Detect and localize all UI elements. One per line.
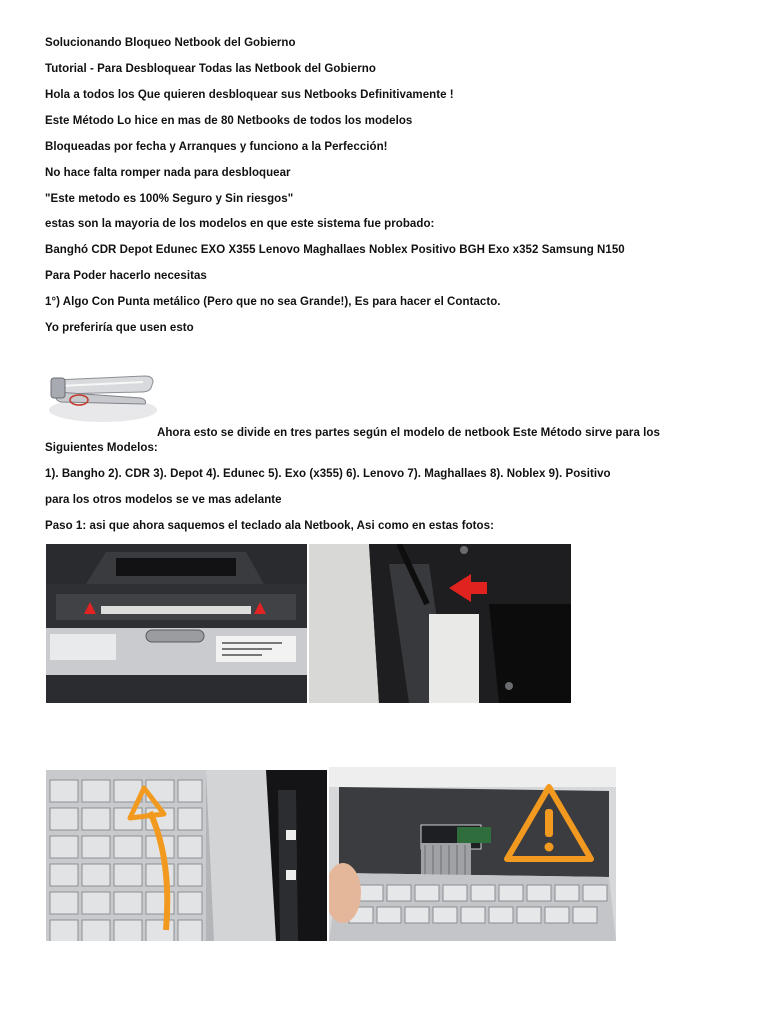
doc-line-tested: estas son la mayoria de los modelos en que este sistema fue probado:: [45, 218, 435, 230]
doc-line-method: Este Método Lo hice en mas de 80 Netbooks de todos los modelos: [45, 115, 413, 127]
doc-line-blocked: Bloqueadas por fecha y Arranques y funciono a la Perfección!: [45, 141, 388, 153]
doc-line-need: Para Poder hacerlo necesitas: [45, 270, 207, 282]
doc-line-safe: "Este metodo es 100% Seguro y Sin riesgos": [45, 193, 294, 205]
doc-other-models: para los otros modelos se ve mas adelante: [45, 494, 282, 506]
keyboard-lift-photo: [46, 770, 327, 941]
doc-line-prefer: Yo preferiría que usen esto: [45, 322, 194, 334]
screwdriver-slot-photo: [309, 544, 571, 703]
doc-step-1: Paso 1: asi que ahora saquemos el teclado ala Netbook, Asi como en estas fotos:: [45, 520, 494, 532]
doc-subtitle: Tutorial - Para Desbloquear Todas las Netbook del Gobierno: [45, 63, 376, 75]
nail-clipper-photo: [45, 362, 157, 430]
doc-line-no-break: No hace falta romper nada para desbloquear: [45, 167, 291, 179]
doc-line-tool: 1°) Algo Con Punta metálico (Pero que no sea Grande!), Es para hacer el Contacto.: [45, 296, 501, 308]
ribbon-cable-warning-photo: [329, 767, 616, 941]
doc-para-models-a: Ahora esto se divide en tres partes según el modelo de netbook Este Método sirve para los: [157, 427, 660, 439]
doc-title: Solucionando Bloqueo Netbook del Gobierno: [45, 37, 296, 49]
doc-models-list: 1). Bangho 2). CDR 3). Depot 4). Edunec 5). Exo (x355) 6). Lenovo 7). Maghallaes 8). Noblex 9). Positivo: [45, 468, 611, 480]
netbook-battery-area-photo: [46, 544, 307, 703]
doc-line-greeting: Hola a todos los Que quieren desbloquear sus Netbooks Definitivamente !: [45, 89, 454, 101]
doc-line-model-list: Banghó CDR Depot Edunec EXO X355 Lenovo Maghallaes Noblex Positivo BGH Exo x352 Samsung N150: [45, 244, 625, 256]
doc-para-models-b: Siguientes Modelos:: [45, 442, 158, 454]
